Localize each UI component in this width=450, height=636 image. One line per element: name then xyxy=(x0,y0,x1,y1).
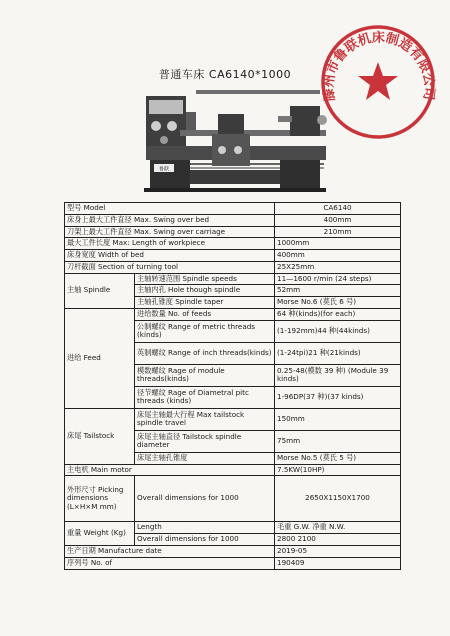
feed-inch-label: 英制螺纹 Range of inch threads(kinds) xyxy=(135,342,275,364)
spindle-speeds-label: 主轴转速范围 Spindle speeds xyxy=(135,273,275,285)
turning-tool-label: 刀杆截面 Section of turning tool xyxy=(65,261,275,273)
feed-diametral-label: 径节螺纹 Rage of Diametral pitc threads (kinds) xyxy=(135,386,275,408)
page-title: 普通车床 CA6140*1000 xyxy=(158,68,292,81)
table-row xyxy=(65,522,401,534)
swing-bed-label: 床身上最大工件直径 Max. Swing over bed xyxy=(65,214,275,226)
table-row xyxy=(65,408,401,430)
lathe-image xyxy=(140,84,330,196)
serial-value: 190409 xyxy=(275,557,401,569)
date-label: 生产日期 Manufacture date xyxy=(65,545,275,557)
company-stamp xyxy=(318,22,438,142)
stamp-text: 滕州市鲁联机床制造有限公司 xyxy=(321,30,437,103)
spec-table xyxy=(64,202,401,570)
feed-group: 进给 Feed xyxy=(65,309,135,409)
feed-metric-label: 公制螺纹 Range of metric threads (kinds) xyxy=(135,320,275,342)
feed-diametral-value: 1-96DP(37 种)(37 kinds) xyxy=(275,386,401,408)
feed-module-value: 0.25-48(模数 39 种) (Module 39 kinds) xyxy=(275,364,401,386)
weight-overall-value: 2800 2100 xyxy=(275,534,401,546)
model-label: 型号 Model xyxy=(65,203,275,215)
swing-bed-value: 400mm xyxy=(275,214,401,226)
dimensions-group: 外形尺寸 Picking dimensions (L×H×M mm) xyxy=(65,476,135,522)
feed-num-label: 进给数量 No. of feeds xyxy=(135,309,275,321)
table-row xyxy=(65,226,401,238)
table-row xyxy=(65,203,401,215)
weight-length-label: Length xyxy=(135,522,275,534)
spindle-taper-label: 主轴孔锥度 Spindle taper xyxy=(135,297,275,309)
table-row xyxy=(65,476,401,522)
table-row xyxy=(65,250,401,262)
star-icon xyxy=(358,62,398,100)
swing-carriage-value: 210mm xyxy=(275,226,401,238)
table-row xyxy=(65,557,401,569)
tailstock-taper-value: Morse No.5 (莫氏 5 号) xyxy=(275,452,401,464)
tailstock-taper-label: 床尾主轴孔锥度 xyxy=(135,452,275,464)
tailstock-travel-label: 床尾主轴最大行程 Max tailstock spindle travel xyxy=(135,408,275,430)
dimensions-value: 2650X1150X1700 xyxy=(275,476,401,522)
tailstock-diameter-label: 床尾主轴直径 Tailstock spindle diameter xyxy=(135,430,275,452)
table-row xyxy=(65,464,401,476)
swing-carriage-label: 刀架上最大工件直径 Max. Swing over carriage xyxy=(65,226,275,238)
weight-length-value: 毛重 G.W. 净重 N.W. xyxy=(275,522,401,534)
feed-metric-value: (1-192mm)44 种(44kinds) xyxy=(275,320,401,342)
table-row xyxy=(65,545,401,557)
feed-inch-value: (1-24tpi)21 种(21kinds) xyxy=(275,342,401,364)
spindle-group: 主轴 Spindle xyxy=(65,273,135,308)
table-row xyxy=(65,238,401,250)
spindle-speeds-value: 11—1600 r/min (24 steps) xyxy=(275,273,401,285)
weight-overall-label: Overall dimensions for 1000 xyxy=(135,534,275,546)
motor-label: 主电机 Main motor xyxy=(65,464,275,476)
motor-value: 7.5KW(10HP) xyxy=(275,464,401,476)
table-row xyxy=(65,309,401,321)
tailstock-diameter-value: 75mm xyxy=(275,430,401,452)
table-row xyxy=(65,273,401,285)
max-length-label: 最大工件长度 Max: Length of workpiece xyxy=(65,238,275,250)
turning-tool-value: 25X25mm xyxy=(275,261,401,273)
tailstock-group: 床尾 Tailstock xyxy=(65,408,135,464)
table-row xyxy=(65,261,401,273)
max-length-value: 1000mm xyxy=(275,238,401,250)
feed-module-label: 模数螺纹 Rage of module threads(kinds) xyxy=(135,364,275,386)
bed-width-value: 400mm xyxy=(275,250,401,262)
weight-group: 重量 Weight (Kg) xyxy=(65,522,135,546)
spindle-hole-value: 52mm xyxy=(275,285,401,297)
date-value: 2019-05 xyxy=(275,545,401,557)
spindle-hole-label: 主轴内孔 Hole though spindle xyxy=(135,285,275,297)
machine-plate: 鲁联 xyxy=(158,166,170,173)
model-value: CA6140 xyxy=(275,203,401,215)
table-row xyxy=(65,214,401,226)
tailstock-travel-value: 150mm xyxy=(275,408,401,430)
dimensions-label: Overall dimensions for 1000 xyxy=(135,476,275,522)
serial-label: 序列号 No. of xyxy=(65,557,275,569)
bed-width-label: 床身宽度 Width of bed xyxy=(65,250,275,262)
spindle-taper-value: Morse No.6 (莫氏 6 号) xyxy=(275,297,401,309)
feed-num-value: 64 种(kinds)(for each) xyxy=(275,309,401,321)
